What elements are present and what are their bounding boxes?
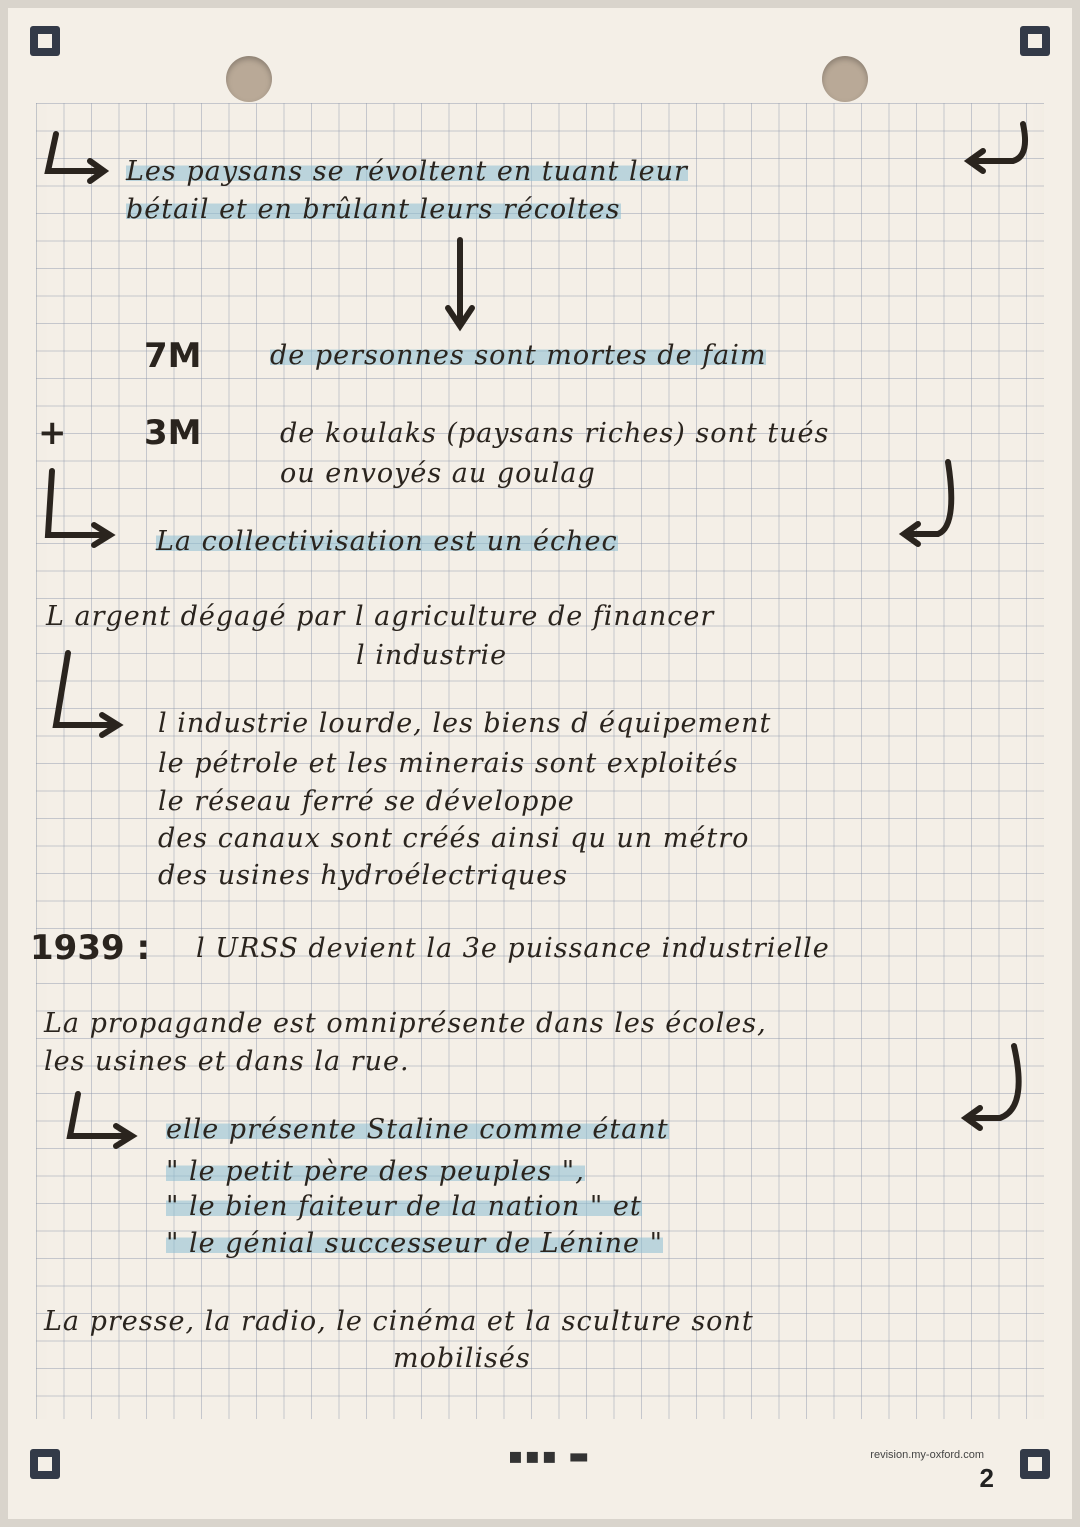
text-line-13: des usines hydroélectriques <box>158 860 569 891</box>
text-line-2: bétail et en brûlant leurs récoltes <box>126 194 621 225</box>
year-1939: 1939 : <box>30 928 151 968</box>
arrow-down-left-icon <box>888 456 978 551</box>
arrow-down-right-icon <box>34 463 124 553</box>
arrow-down-right-icon <box>54 1088 144 1158</box>
text-line-20: " le génial successeur de Lénine " <box>166 1228 663 1259</box>
text-line-15: La propagande est omniprésente dans les écoles, <box>44 1008 767 1039</box>
page-number: 2 <box>979 1463 994 1493</box>
arrow-down-left-icon <box>948 1038 1038 1138</box>
arrow-down-right-icon <box>38 643 128 743</box>
left-margin <box>8 8 36 1519</box>
text-line-19: " le bien faiteur de la nation " et <box>166 1191 642 1222</box>
text-line-4: de koulaks (paysans riches) sont tués <box>280 418 830 449</box>
text-line-18: " le petit père des peuples ", <box>166 1156 585 1187</box>
text-line-5: ou envoyés au goulag <box>280 458 596 489</box>
text-line-21: La presse, la radio, le cinéma et la sculture sont <box>44 1306 754 1337</box>
arrow-down-right-icon <box>38 126 118 191</box>
top-margin <box>8 8 1072 103</box>
corner-marker-top-right <box>1020 26 1050 56</box>
punch-hole-right <box>822 56 868 102</box>
corner-marker-bottom-left <box>30 1449 60 1479</box>
text-line-3: de personnes sont mortes de faim <box>270 340 767 371</box>
plus-sign: + <box>38 413 67 453</box>
text-line-1: Les paysans se révoltent en tuant leur <box>126 156 688 187</box>
bottom-margin <box>8 1419 1072 1519</box>
number-7m: 7M <box>144 336 202 376</box>
text-line-6: La collectivisation est un échec <box>156 526 618 557</box>
text-line-14: l URSS devient la 3e puissance industrielle <box>196 933 830 964</box>
text-line-10: le pétrole et les minerais sont exploités <box>158 748 739 779</box>
corner-marker-top-left <box>30 26 60 56</box>
text-line-22: mobilisés <box>393 1343 531 1374</box>
text-line-11: le réseau ferré se développe <box>158 786 575 817</box>
text-line-7: L argent dégagé par l agriculture de financer <box>46 601 715 632</box>
punch-hole-left <box>226 56 272 102</box>
text-line-12: des canaux sont créés ainsi qu un métro <box>158 823 750 854</box>
page-indicator-dots: ▪▪▪ ▬ <box>508 1444 592 1469</box>
notebook-page <box>8 8 1072 1519</box>
text-line-8: l industrie <box>356 640 508 671</box>
footer-url: revision.my-oxford.com <box>870 1449 984 1461</box>
arrow-down-left-icon <box>958 116 1038 181</box>
text-line-9: l industrie lourde, les biens d équipement <box>158 708 772 739</box>
text-line-16: les usines et dans la rue. <box>44 1046 410 1077</box>
right-margin <box>1044 8 1072 1519</box>
text-line-17: elle présente Staline comme étant <box>166 1114 669 1145</box>
number-3m: 3M <box>144 413 202 453</box>
corner-marker-bottom-right <box>1020 1449 1050 1479</box>
arrow-down-icon <box>438 236 488 336</box>
